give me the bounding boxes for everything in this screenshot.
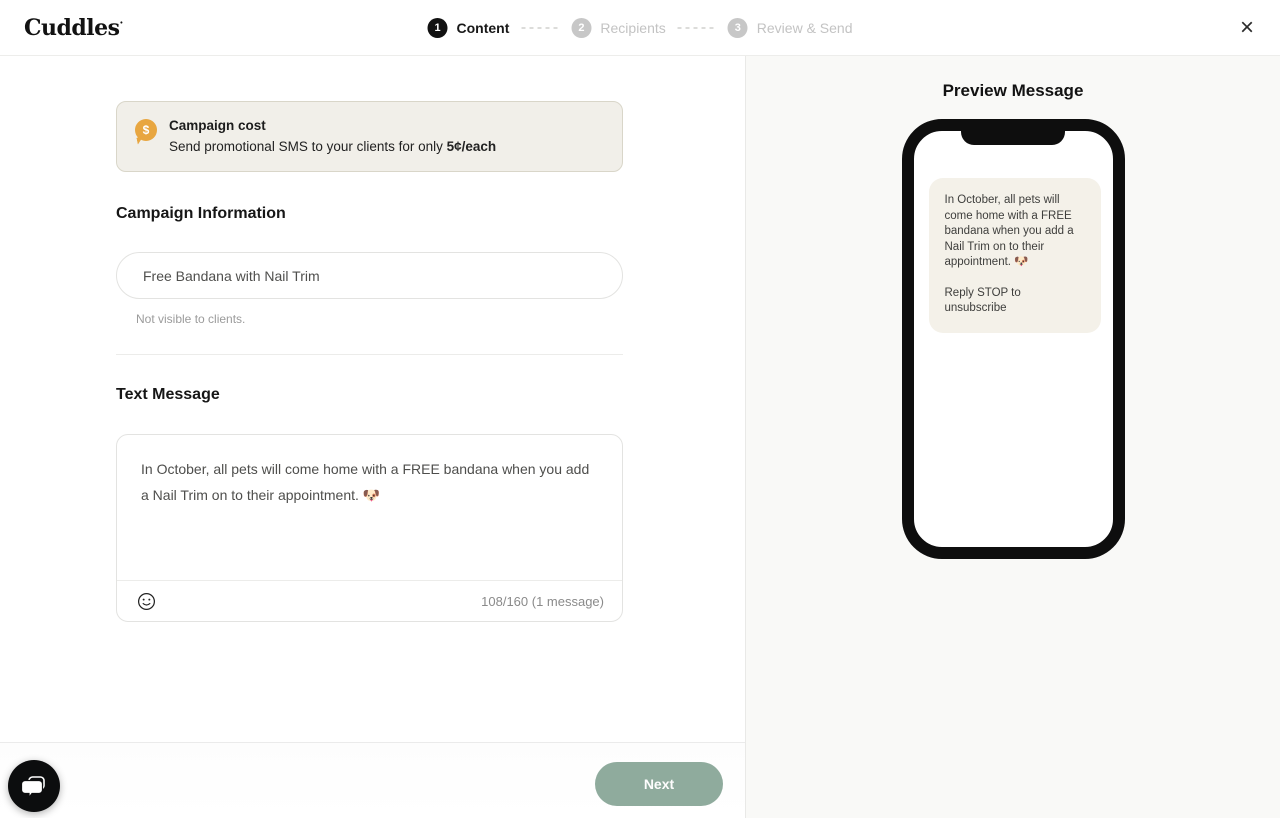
dollar-speech-bubble-icon: $ [135, 119, 157, 141]
campaign-cost-body [169, 136, 496, 157]
preview-message-footer: Reply STOP to unsubscribe [944, 286, 1021, 314]
campaign-cost-price: 5¢/each [446, 139, 497, 154]
preview-pane [746, 56, 1280, 818]
wizard-header [0, 0, 1280, 56]
campaign-form [116, 101, 623, 622]
preview-message-body: In October, all pets will come home with a FREE bandana when you add a Nail Trim on to their appointment. 🐶 [944, 194, 1074, 268]
character-count: 108/160 (1 message) [481, 593, 604, 609]
campaign-cost-text [169, 115, 496, 157]
app-logo [24, 15, 123, 41]
campaign-cost-banner [116, 101, 623, 172]
wizard-stepper [428, 18, 853, 38]
campaign-content-pane [0, 56, 746, 818]
step-content-label: Content [456, 19, 510, 36]
step-connector [678, 27, 716, 29]
campaign-name-input[interactable] [116, 252, 623, 299]
emoji-picker-button[interactable] [137, 592, 156, 611]
app-logo-mark: · [119, 16, 123, 30]
wizard-footer [0, 742, 745, 818]
form-divider [116, 354, 623, 355]
chat-launcher-button[interactable] [8, 760, 60, 812]
step-connector [521, 27, 559, 29]
phone-mockup [902, 119, 1125, 559]
step-review-send-label: Review & Send [756, 19, 853, 36]
preview-heading: Preview Message [942, 81, 1084, 100]
step-recipients-label: Recipients [600, 19, 666, 36]
step-review-send-number: 3 [728, 18, 748, 38]
step-recipients-number: 2 [571, 18, 591, 38]
preview-message-bubble [929, 178, 1101, 333]
close-icon[interactable]: × [1232, 12, 1262, 44]
campaign-name-helper: Not visible to clients. [136, 312, 246, 326]
step-recipients[interactable] [571, 18, 665, 38]
step-content[interactable] [428, 18, 510, 38]
step-content-number: 1 [428, 18, 448, 38]
message-box [116, 434, 623, 622]
campaign-information-heading: Campaign Information [116, 205, 286, 222]
campaign-cost-body-prefix: Send promotional SMS to your clients for only [169, 139, 447, 154]
message-footer [117, 580, 622, 621]
app-logo-text: Cuddles [24, 14, 120, 41]
smiley-face-icon [137, 592, 156, 611]
chat-bubbles-icon [20, 772, 48, 800]
next-button[interactable]: Next [595, 762, 723, 806]
phone-notch [961, 130, 1065, 145]
text-message-heading: Text Message [116, 386, 220, 403]
step-review-send[interactable] [728, 18, 853, 38]
campaign-cost-title: Campaign cost [169, 118, 266, 133]
message-textarea[interactable]: In October, all pets will come home with a FREE bandana when you add a Nail Trim on to their appointment. 🐶 [141, 461, 590, 503]
